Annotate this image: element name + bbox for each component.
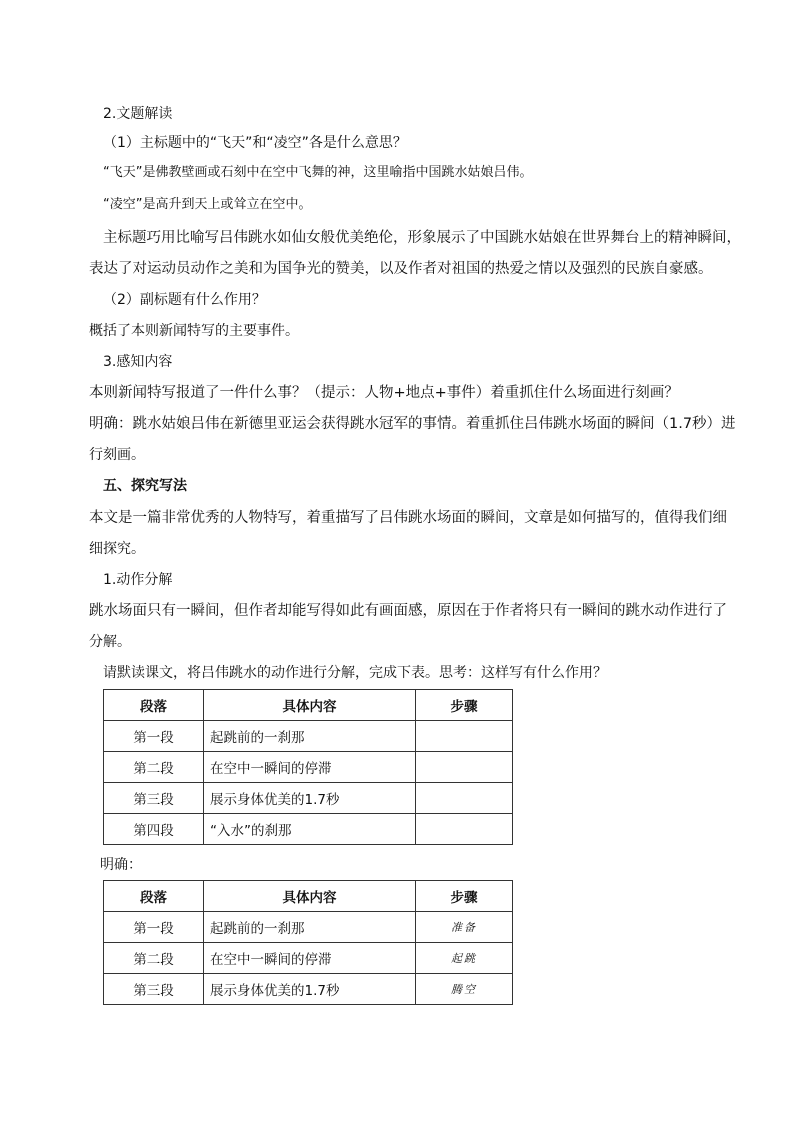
paragraph-breakdown-1: 跳水场面只有一瞬间，但作者却能写得如此有画面感，原因在于作者将只有一瞬间的跳水动作进行了 [89,603,727,619]
table-header-row [104,690,513,721]
header-paragraph: 段落 [104,690,204,721]
cell-content: 起跳前的一刹那 [204,912,416,943]
header-step: 步骤 [416,881,513,912]
cell-step: 起跳 [416,943,513,974]
cell-content: “入水”的刹那 [204,814,416,845]
cell-step: 腾空 [416,974,513,1005]
table-row [104,721,513,752]
table-header-row [104,881,513,912]
cell-paragraph: 第三段 [104,974,204,1005]
cell-step-blank[interactable] [416,783,513,814]
question-event: 本则新闻特写报道了一件什么事？（提示：人物+地点+事件）着重抓住什么场面进行刻画？ [89,385,679,401]
exercise-table [103,689,513,845]
table-row [104,783,513,814]
header-content: 具体内容 [204,690,416,721]
section-heading-perceive-content: 3.感知内容 [103,354,173,370]
paragraph-method-2: 细探究。 [89,541,145,557]
cell-step-blank[interactable] [416,814,513,845]
cell-step: 准备 [416,912,513,943]
table-row [104,974,513,1005]
cell-paragraph: 第二段 [104,943,204,974]
table-row [104,752,513,783]
question-1: （1）主标题中的“飞天”和“凌空”各是什么意思？ [103,135,407,151]
cell-step-blank[interactable] [416,721,513,752]
table-row [104,814,513,845]
section-heading-writing-method: 五、探究写法 [103,478,187,494]
answer-subtitle: 概括了本则新闻特写的主要事件。 [89,323,299,339]
table-row [104,912,513,943]
cell-content: 展示身体优美的1.7秒 [204,783,416,814]
header-content: 具体内容 [204,881,416,912]
section-heading-action-breakdown: 1.动作分解 [103,572,173,588]
paragraph-main-title-2: 表达了对运动员动作之美和为国争光的赞美，以及作者对祖国的热爱之情以及强烈的民族自豪感。 [89,261,713,277]
question-2: （2）副标题有什么作用？ [103,292,266,308]
answer-label: 明确： [100,857,142,873]
header-step: 步骤 [416,690,513,721]
answer-event-1: 明确：跳水姑娘吕伟在新德里亚运会获得跳水冠军的事情。着重抓住吕伟跳水场面的瞬间（1.7秒）进 [89,416,736,432]
cell-paragraph: 第三段 [104,783,204,814]
cell-content: 在空中一瞬间的停滞 [204,943,416,974]
cell-paragraph: 第四段 [104,814,204,845]
answer-event-2: 行刻画。 [89,447,145,463]
paragraph-breakdown-2: 分解。 [89,634,131,650]
cell-paragraph: 第一段 [104,721,204,752]
cell-paragraph: 第一段 [104,912,204,943]
header-paragraph: 段落 [104,881,204,912]
answer-feitian: “飞天”是佛教壁画或石刻中在空中飞舞的神，这里喻指中国跳水姑娘吕伟。 [103,165,533,180]
table-row [104,943,513,974]
instruction-fill-table: 请默读课文，将吕伟跳水的动作进行分解，完成下表。思考：这样写有什么作用？ [103,665,607,681]
cell-step-blank[interactable] [416,752,513,783]
paragraph-main-title-1: 主标题巧用比喻写吕伟跳水如仙女般优美绝伦，形象展示了中国跳水姑娘在世界舞台上的精神瞬间， [103,230,741,246]
cell-content: 在空中一瞬间的停滞 [204,752,416,783]
cell-content: 展示身体优美的1.7秒 [204,974,416,1005]
cell-paragraph: 第二段 [104,752,204,783]
answer-table [103,880,513,1005]
paragraph-method-1: 本文是一篇非常优秀的人物特写，着重描写了吕伟跳水场面的瞬间，文章是如何描写的，值得我们细 [89,510,727,526]
cell-content: 起跳前的一刹那 [204,721,416,752]
answer-lingkong: “凌空”是高升到天上或耸立在空中。 [103,197,312,212]
section-heading-title-reading: 2.文题解读 [103,106,173,122]
